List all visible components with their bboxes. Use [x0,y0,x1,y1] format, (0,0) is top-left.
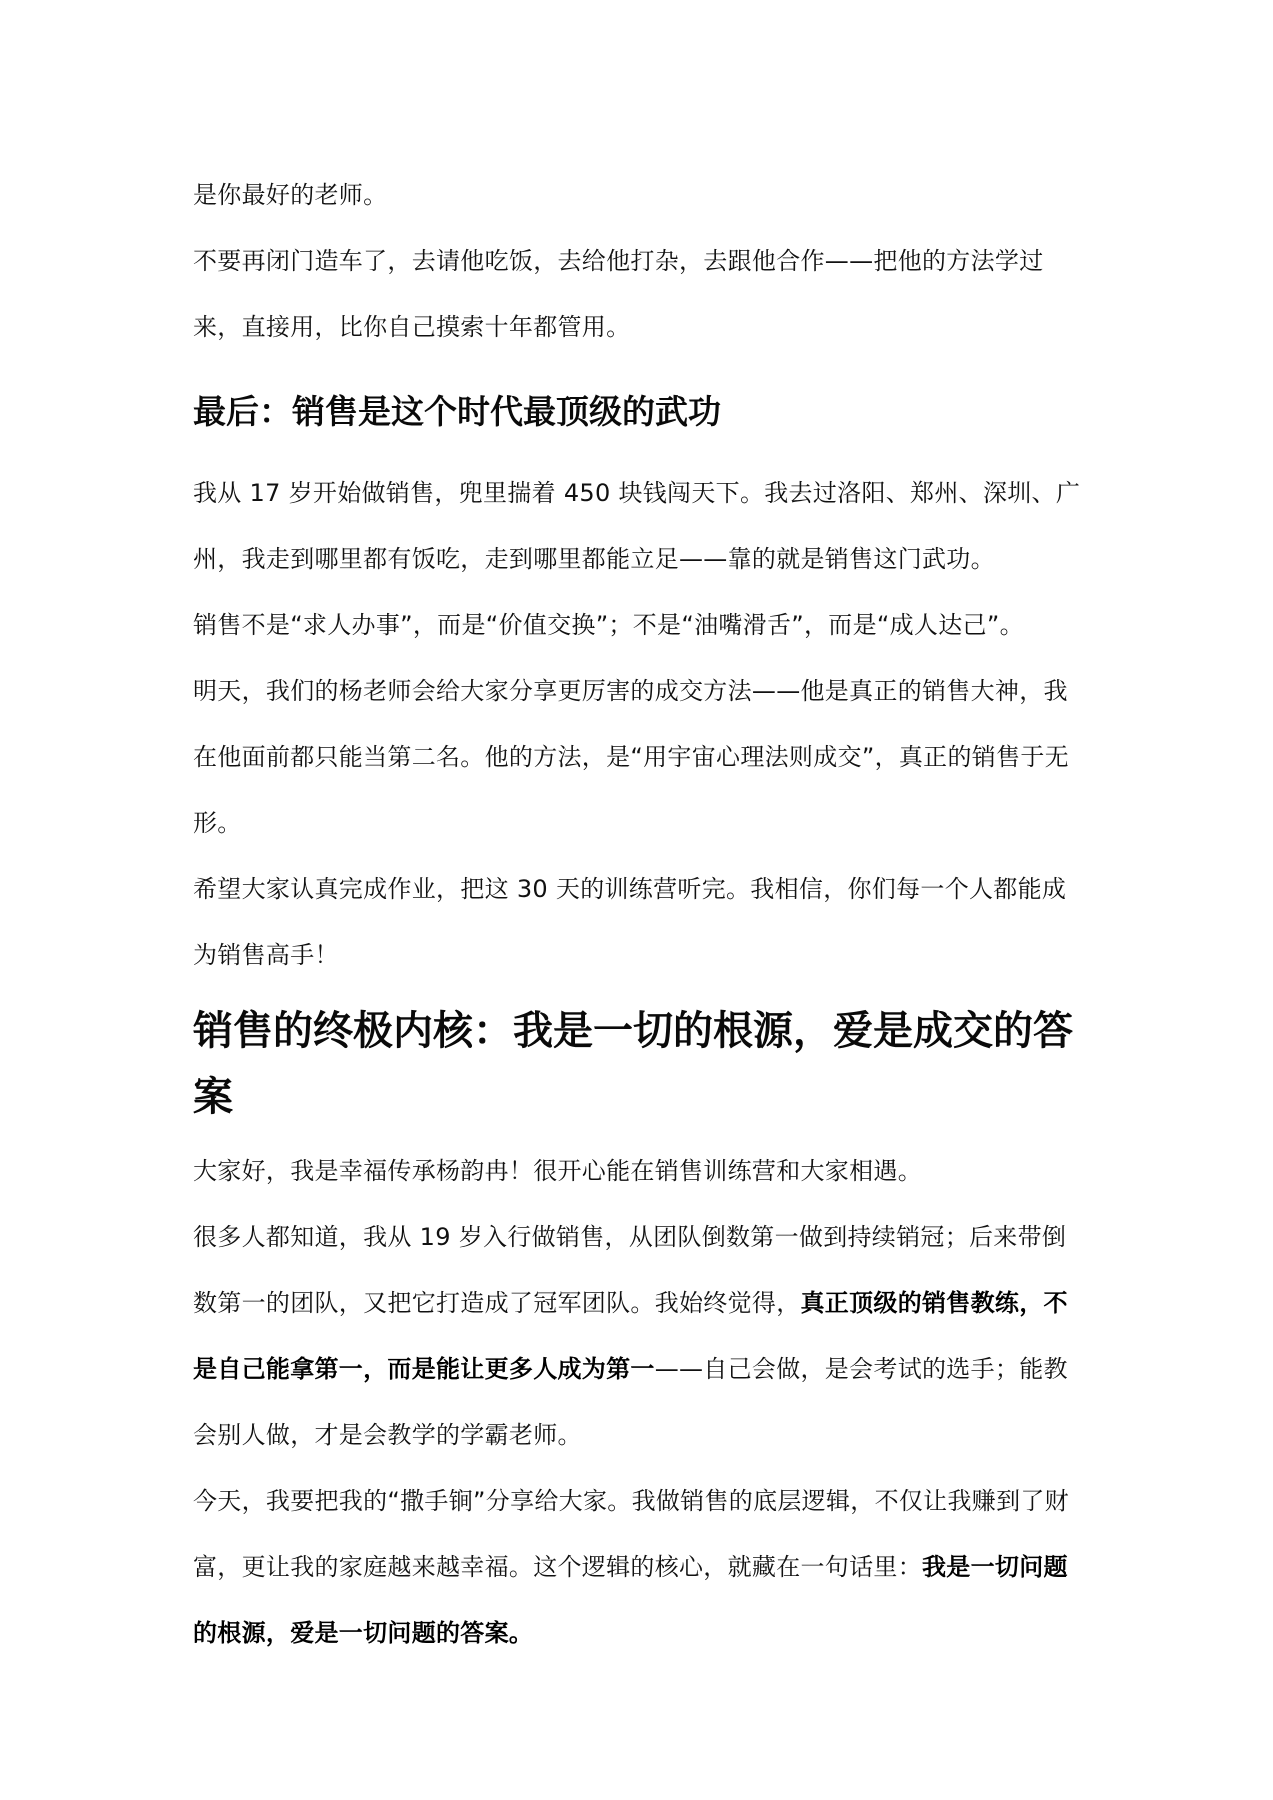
paragraph-9-text-a: 今天，我要把我的“撒手锏”分享给大家。我做销售的底层逻辑，不仅让我赚到了财富，更让我的家庭越来越幸福。这个逻辑的核心，就藏在一句话里： [193,1487,1069,1581]
paragraph-8-text-a: 很多人都知道，我从 19 岁入行做销售，从团队倒数第一做到持续销冠；后来带倒数第一的团队，又把它打造成了冠军团队。我始终觉得， [193,1223,1067,1317]
paragraph-9-bold: 我是一切问题的根源，爱是一切问题的答案。 [193,1553,1068,1647]
paragraph-6: 希望大家认真完成作业，把这 30 天的训练营听完。我相信，你们每一个人都能成为销售高手！ [193,875,1067,969]
paragraph-8-text-b: ——自己会做，是会考试的选手；能教会别人做，才是会教学的学霸老师。 [193,1355,1068,1449]
section-heading-last: 最后：销售是这个时代最顶级的武功 [193,392,721,431]
paragraph-4: 销售不是“求人办事”，而是“价值交换”；不是“油嘴滑舌”，而是“成人达己”。 [193,611,1024,639]
paragraph-8 [193,1204,1083,1468]
section-heading-core: 销售的终极内核：我是一切的根源，爱是成交的答案 [193,1008,1073,1120]
paragraph-8-bold: 真正顶级的销售教练，不是自己能拿第一，而是能让更多人成为第一 [193,1289,1068,1383]
document-body [193,162,1083,1666]
paragraph-5: 明天，我们的杨老师会给大家分享更厉害的成交方法——他是真正的销售大神，我在他面前都只能当第二名。他的方法，是“用宇宙心理法则成交”，真正的销售于无形。 [193,677,1069,837]
paragraph-1: 是你最好的老师。 [193,181,388,209]
paragraph-7: 大家好，我是幸福传承杨韵冉！很开心能在销售训练营和大家相遇。 [193,1157,922,1185]
paragraph-9 [193,1468,1083,1666]
paragraph-3: 我从 17 岁开始做销售，兜里揣着 450 块钱闯天下。我去过洛阳、郑州、深圳、广州，我走到哪里都有饭吃，走到哪里都能立足——靠的就是销售这门武功。 [193,479,1081,573]
paragraph-2: 不要再闭门造车了，去请他吃饭，去给他打杂，去跟他合作——把他的方法学过来，直接用，比你自己摸索十年都管用。 [193,247,1044,341]
